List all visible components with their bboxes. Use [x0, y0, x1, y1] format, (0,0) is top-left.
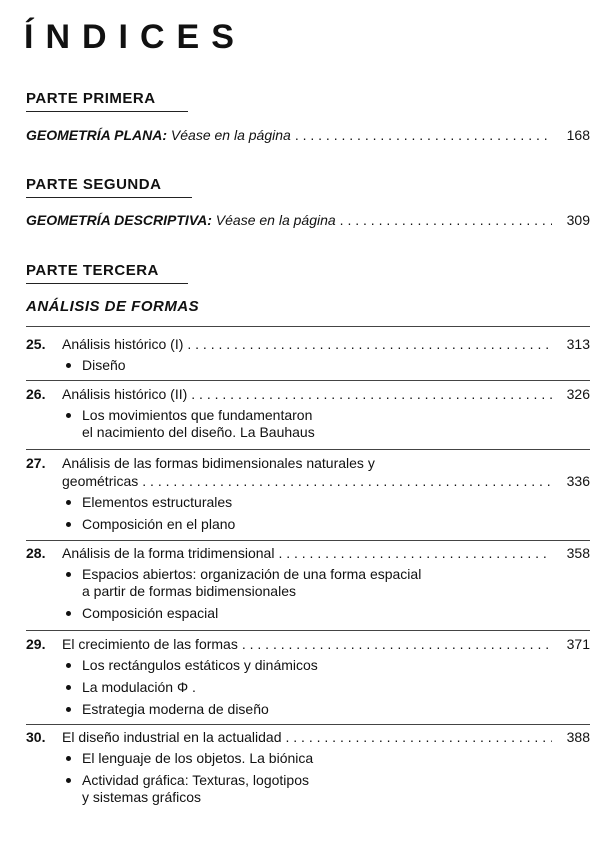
page-number: 388 — [566, 729, 590, 745]
list-item: Elementos estructurales — [26, 494, 590, 511]
part-heading-segunda: PARTE SEGUNDA — [26, 176, 192, 198]
dot-leader — [142, 473, 552, 489]
chapter-number: 29. — [26, 636, 46, 652]
list-item: Composición en el plano — [26, 516, 590, 533]
chapter-30 — [26, 729, 590, 806]
divider — [26, 724, 590, 725]
ref-title: GEOMETRÍA PLANA: — [26, 127, 168, 143]
chapter-title-cont: geométricas — [62, 473, 139, 489]
list-item: Los movimientos que fundamentaron el nacimiento del diseño. La Bauhaus — [26, 407, 590, 441]
divider — [26, 449, 590, 450]
list-item: Los rectángulos estáticos y dinámicos — [26, 657, 590, 674]
chapter-title: Análisis de las formas bidimensionales naturales y — [62, 455, 375, 471]
chapter-number: 27. — [26, 455, 46, 471]
chapter-title: El diseño industrial en la actualidad — [62, 729, 282, 745]
ref-text: Véase en la página — [211, 212, 336, 228]
chapter-title: Análisis histórico (I) — [62, 336, 184, 352]
list-item: Composición espacial — [26, 605, 590, 622]
part-reference-primera — [26, 127, 590, 143]
page-number: 358 — [566, 545, 590, 561]
dot-leader — [191, 386, 552, 402]
divider — [26, 630, 590, 631]
list-item: Diseño — [26, 357, 590, 374]
dot-leader — [242, 636, 552, 652]
chapter-26 — [26, 386, 590, 441]
divider — [26, 326, 590, 327]
dot-leader — [285, 729, 552, 745]
chapter-27 — [26, 455, 590, 533]
part-heading-tercera: PARTE TERCERA — [26, 262, 188, 284]
list-item: La modulación Φ . — [26, 679, 590, 696]
chapter-number: 26. — [26, 386, 46, 402]
page-number: 313 — [566, 336, 590, 352]
chapter-28 — [26, 545, 590, 622]
dot-leader — [295, 127, 552, 143]
page-number: 168 — [566, 127, 590, 143]
list-item: El lenguaje de los objetos. La biónica — [26, 750, 590, 767]
dot-leader — [278, 545, 552, 561]
chapter-title: El crecimiento de las formas — [62, 636, 238, 652]
ref-text: Véase en la página — [167, 127, 291, 143]
page-number: 371 — [566, 636, 590, 652]
dot-leader — [340, 212, 552, 228]
list-item: Espacios abiertos: organización de una forma espacial a partir de formas bidimensionales — [26, 566, 590, 600]
chapter-title: Análisis de la forma tridimensional — [62, 545, 275, 561]
chapter-number: 28. — [26, 545, 46, 561]
chapter-number: 25. — [26, 336, 46, 352]
part-reference-segunda — [26, 212, 590, 228]
page-title: ÍNDICES — [24, 18, 246, 56]
chapter-25 — [26, 336, 590, 374]
dot-leader — [187, 336, 552, 352]
ref-title: GEOMETRÍA DESCRIPTIVA: — [26, 212, 212, 228]
divider — [26, 540, 590, 541]
page-number: 336 — [566, 473, 590, 489]
chapter-title: Análisis histórico (II) — [62, 386, 188, 402]
section-title: ANÁLISIS DE FORMAS — [26, 298, 200, 315]
chapter-29 — [26, 636, 590, 718]
page-number: 326 — [566, 386, 590, 402]
part-heading-primera: PARTE PRIMERA — [26, 90, 188, 112]
list-item: Estrategia moderna de diseño — [26, 701, 590, 718]
divider — [26, 380, 590, 381]
page-number: 309 — [566, 212, 590, 228]
list-item: Actividad gráfica: Texturas, logotipos y sistemas gráficos — [26, 772, 590, 806]
chapter-number: 30. — [26, 729, 46, 745]
